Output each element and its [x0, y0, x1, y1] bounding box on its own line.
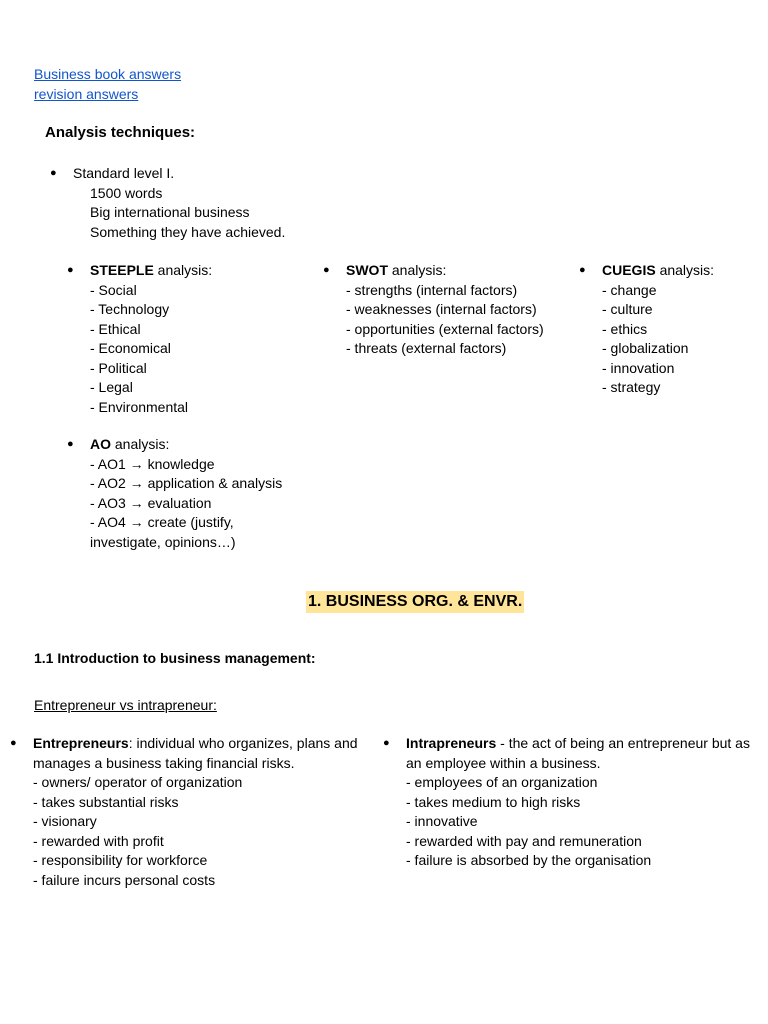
business-book-answers-link[interactable]: Business book answers — [34, 66, 182, 82]
intrapreneurs-first-line — [406, 734, 750, 754]
swot-item: - strengths (internal factors) — [346, 281, 518, 298]
steeple-title — [90, 261, 212, 281]
entrepreneurs-block — [33, 734, 358, 890]
entrepreneurs-line: - rewarded with profit — [33, 832, 164, 849]
intrapreneurs-line: - innovative — [406, 813, 478, 829]
intrapreneurs-line: - takes medium to high risks — [406, 793, 581, 810]
ao-item: - AO4 → create (justify, — [90, 514, 234, 530]
swot-item: - weaknesses (internal factors) — [346, 301, 537, 317]
bullet-icon: ● — [383, 737, 390, 749]
ao-block — [90, 435, 282, 552]
entrepreneurs-line: - owners/ operator of organization — [33, 774, 243, 790]
swot-title — [346, 261, 544, 281]
ao-item: - AO2 → application & analysis — [90, 475, 283, 491]
intrapreneurs-line: - employees of an organization — [406, 774, 598, 790]
cuegis-item: - strategy — [602, 379, 661, 395]
cuegis-title-bold: CUEGIS — [602, 262, 656, 278]
cuegis-item: - innovation — [602, 359, 675, 376]
ao-item: - AO1 → knowledge — [90, 455, 215, 472]
entrepreneurs-line: - failure incurs personal costs — [33, 871, 216, 888]
steeple-item: - Environmental — [90, 398, 189, 415]
entrepreneurs-line: - responsibility for workforce — [33, 852, 208, 868]
intrapreneurs-first-rest: - the act of being an entrepreneur but as — [496, 735, 750, 751]
entrepreneurs-first-line — [33, 734, 358, 754]
swot-title-rest: analysis: — [388, 262, 447, 278]
entrepreneurs-line: - visionary — [33, 813, 97, 829]
ao-title-rest: analysis: — [111, 436, 170, 452]
entrepreneur-vs-intrapreneur-title: Entrepreneur vs intrapreneur: — [34, 697, 217, 713]
steeple-block — [90, 261, 212, 417]
ao-title-bold: AO — [90, 436, 111, 452]
ao-item: investigate, opinions…) — [90, 533, 236, 550]
steeple-item: - Legal — [90, 379, 133, 395]
entrepreneurs-first-rest: : individual who organizes, plans and — [128, 735, 358, 751]
standard-level-line: Standard level I. — [73, 165, 175, 181]
steeple-title-rest: analysis: — [153, 262, 213, 278]
steeple-title-bold: STEEPLE — [90, 262, 154, 278]
intrapreneurs-line: an employee within a business. — [406, 754, 601, 771]
bullet-icon: ● — [323, 264, 330, 276]
revision-answers-link[interactable]: revision answers — [34, 86, 139, 102]
bullet-icon: ● — [10, 737, 17, 749]
intrapreneurs-bold: Intrapreneurs — [406, 735, 497, 751]
cuegis-title — [602, 261, 714, 281]
steeple-item: - Technology — [90, 301, 170, 317]
entrepreneurs-line: manages a business taking financial risks. — [33, 754, 295, 771]
cuegis-item: - ethics — [602, 320, 648, 337]
steeple-item: - Political — [90, 359, 147, 376]
swot-block — [346, 261, 544, 359]
cuegis-title-rest: analysis: — [655, 262, 715, 278]
standard-level-details — [90, 184, 285, 243]
cuegis-item: - globalization — [602, 340, 689, 356]
standard-level-block — [73, 164, 174, 184]
ao-title — [90, 435, 282, 455]
bullet-icon: ● — [50, 167, 57, 179]
standard-level-line: Something they have achieved. — [90, 223, 286, 240]
swot-item: - opportunities (external factors) — [346, 320, 544, 337]
entrepreneurs-bold: Entrepreneurs — [33, 735, 129, 751]
steeple-item: - Ethical — [90, 320, 141, 337]
cuegis-item: - culture — [602, 301, 653, 317]
intrapreneurs-line: - failure is absorbed by the organisation — [406, 852, 652, 868]
intrapreneurs-block — [406, 734, 750, 871]
standard-level-line: Big international business — [90, 204, 250, 220]
intrapreneurs-line: - rewarded with pay and remuneration — [406, 832, 642, 849]
swot-item: - threats (external factors) — [346, 340, 507, 356]
swot-title-bold: SWOT — [346, 262, 388, 278]
analysis-techniques-heading: Analysis techniques: — [45, 124, 196, 141]
intro-business-management-heading: 1.1 Introduction to business management: — [34, 650, 316, 666]
cuegis-block — [602, 261, 714, 398]
header-links — [34, 64, 181, 104]
bullet-icon: ● — [67, 264, 74, 276]
standard-level-line: 1500 words — [90, 184, 163, 201]
section-title-business-org: 1. BUSINESS ORG. & ENVR. — [306, 591, 524, 613]
entrepreneurs-line: - takes substantial risks — [33, 793, 179, 810]
ao-item: - AO3 → evaluation — [90, 494, 212, 511]
bullet-icon: ● — [579, 264, 586, 276]
steeple-item: - Economical — [90, 340, 171, 356]
bullet-icon: ● — [67, 438, 74, 450]
steeple-item: - Social — [90, 281, 137, 298]
cuegis-item: - change — [602, 281, 657, 298]
